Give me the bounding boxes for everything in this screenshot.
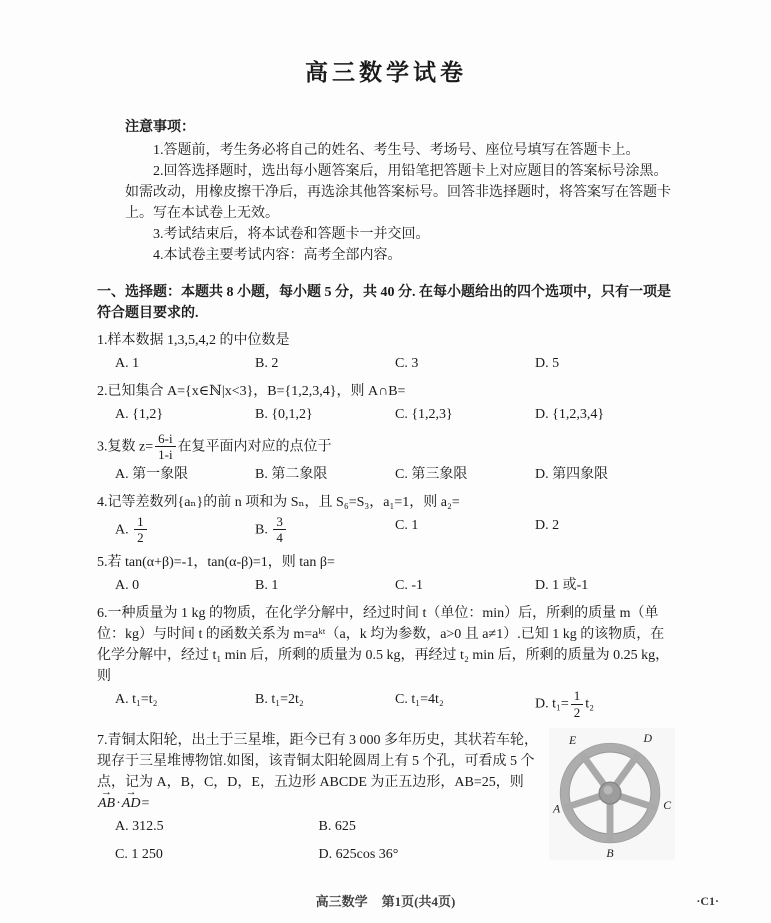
option-b: B. {0,1,2} bbox=[255, 406, 313, 422]
option-c: C. -1 bbox=[395, 578, 423, 594]
option-b: B. 625 bbox=[318, 819, 356, 835]
dot-operator: · bbox=[116, 796, 121, 812]
option-d: D. 1 或-1 bbox=[535, 578, 589, 594]
fraction bbox=[155, 432, 175, 462]
option-d bbox=[535, 689, 675, 719]
footer-code: ·C1· bbox=[696, 894, 719, 908]
wheel-label-d: D bbox=[643, 731, 653, 746]
fraction-denominator: 2 bbox=[137, 530, 144, 546]
question-4-stem: 4.记等差数列{aₙ}的前 n 项和为 Sₙ，且 S₆=S₃，a₁=1，则 a₂= bbox=[97, 494, 460, 510]
wheel-label-e: E bbox=[569, 733, 577, 748]
stem-text: 7.青铜太阳轮，出土于三星堆，距今已有 3 000 多年历史，其状若车轮，现存于三星堆博物馆.如图，该青铜太阳轮圆周上有 5 个孔，可看成 5 个点，记为 A，B，C，D，E，五边形 ABCDE 为正五边形，AB=25，则 bbox=[97, 733, 538, 791]
option-a: A. 1 bbox=[115, 355, 140, 371]
question-7-options-row-2 bbox=[97, 844, 539, 865]
page-title: 高三数学试卷 bbox=[305, 60, 467, 85]
fraction-numerator: 3 bbox=[273, 515, 286, 531]
option-c: C. 1 250 bbox=[115, 847, 163, 863]
option-b: B. t₁=2t₂ bbox=[255, 692, 304, 708]
option-c: C. 1 bbox=[395, 517, 419, 533]
option-a: A. t₁=t₂ bbox=[115, 692, 158, 708]
option-d: D. 第四象限 bbox=[535, 466, 609, 482]
footer-page-number: 第1页(共4页) bbox=[381, 893, 456, 909]
wheel-label-b: B bbox=[606, 846, 614, 861]
wheel-hub-highlight bbox=[604, 786, 613, 795]
option-b: B. 1 bbox=[255, 578, 279, 594]
fraction-denominator: 4 bbox=[276, 530, 283, 546]
bronze-sun-wheel-figure bbox=[549, 728, 675, 867]
fraction-denominator: 1-i bbox=[158, 447, 173, 463]
question-2 bbox=[97, 381, 675, 425]
option-c: C. 3 bbox=[395, 355, 419, 371]
notice-heading: 注意事项： bbox=[125, 119, 195, 135]
vector-ad: → AD bbox=[122, 793, 141, 814]
option-c: C. {1,2,3} bbox=[395, 406, 453, 422]
option-d: D. 2 bbox=[535, 517, 560, 533]
question-1-stem: 1.样本数据 1,3,5,4,2 的中位数是 bbox=[97, 332, 290, 348]
option-a: A. 第一象限 bbox=[115, 466, 189, 482]
stem-text: 3.复数 z= bbox=[97, 438, 154, 454]
option-d: D. 625cos 36° bbox=[318, 847, 399, 863]
fraction-numerator: 1 bbox=[571, 689, 584, 705]
stem-text: = bbox=[141, 796, 150, 812]
fraction-denominator: 2 bbox=[573, 704, 581, 720]
notice-section bbox=[125, 117, 675, 266]
option-d: D. 5 bbox=[535, 355, 560, 371]
question-5-options bbox=[97, 575, 675, 596]
question-6-options bbox=[97, 689, 675, 719]
option-a: A. 312.5 bbox=[115, 819, 164, 835]
option-text: D. t₁= bbox=[535, 696, 569, 712]
option-d: D. {1,2,3,4} bbox=[535, 406, 605, 422]
option-c: C. 第三象限 bbox=[395, 466, 468, 482]
question-7 bbox=[97, 726, 675, 872]
question-3-stem bbox=[97, 432, 675, 462]
question-3-options bbox=[97, 464, 675, 485]
question-1 bbox=[97, 330, 675, 374]
notice-item-1: 1.答题前，考生务必将自己的姓名、考生号、考场号、座位号填写在答题卡上。 bbox=[153, 142, 640, 158]
section-heading: 一、选择题：本题共 8 小题，每小题 5 分，共 40 分. 在每小题给出的四个选项中，只有一项是符合题目要求的. bbox=[97, 284, 671, 321]
option-b: B. 第二象限 bbox=[255, 466, 328, 482]
notice-item-3: 3.考试结束后，将本试卷和答题卡一并交回。 bbox=[153, 226, 430, 242]
question-2-options bbox=[97, 404, 675, 425]
question-3 bbox=[97, 432, 675, 485]
fraction-numerator: 1 bbox=[134, 515, 147, 531]
question-4-options bbox=[97, 515, 675, 545]
page-footer bbox=[0, 892, 771, 912]
fraction bbox=[571, 689, 584, 719]
question-7-options-row-1 bbox=[97, 816, 539, 837]
vector-ab: → AB bbox=[98, 793, 115, 814]
wheel-svg bbox=[549, 728, 675, 860]
fraction bbox=[273, 515, 286, 545]
fraction bbox=[134, 515, 147, 545]
option-a bbox=[115, 515, 255, 545]
notice-item-2: 2.回答选择题时，选出每小题答案后，用铅笔把答题卡上对应题目的答案标号涂黑。如需改动，用橡皮擦干净后，再选涂其他答案标号。回答非选择题时，将答案写在答题卡上。写在本试卷上无效。 bbox=[125, 163, 671, 221]
option-b bbox=[255, 515, 395, 545]
option-c: C. t₁=4t₂ bbox=[395, 692, 444, 708]
option-label: B. bbox=[255, 522, 268, 538]
option-b: B. 2 bbox=[255, 355, 279, 371]
question-5-stem: 5.若 tan(α+β)=-1，tan(α-β)=1，则 tan β= bbox=[97, 555, 335, 571]
notice-item-4: 4.本试卷主要考试内容：高考全部内容。 bbox=[153, 247, 402, 263]
question-2-stem: 2.已知集合 A={x∈ℕ|x<3}，B={1,2,3,4}，则 A∩B= bbox=[97, 383, 406, 399]
option-a: A. {1,2} bbox=[115, 406, 164, 422]
question-5 bbox=[97, 552, 675, 596]
wheel-label-c: C bbox=[663, 798, 672, 813]
wheel-label-a: A bbox=[552, 802, 561, 817]
option-text: t₂ bbox=[585, 696, 595, 712]
stem-text: 在复平面内对应的点位于 bbox=[177, 438, 332, 454]
question-1-options bbox=[97, 353, 675, 374]
footer-subject: 高三数学 bbox=[315, 893, 368, 909]
question-4 bbox=[97, 492, 675, 545]
question-6 bbox=[97, 603, 675, 719]
option-label: A. bbox=[115, 522, 129, 538]
question-6-stem: 6.一种质量为 1 kg 的物质，在化学分解中，经过时间 t（单位：min）后，所剩的质量 m（单位：kg）与时间 t 的函数关系为 m=aᵏᵗ（a，k 均为参数，a>0 且 a≠1）.已知 1 kg 的该物质，在化学分解中，经过 t₁ min 后，所剩的质量为 0.5 kg，再经过 t₂ min 后，所剩的质量为 0.25 kg，则 bbox=[97, 606, 670, 685]
fraction-numerator: 6-i bbox=[155, 432, 175, 448]
option-a: A. 0 bbox=[115, 578, 140, 594]
